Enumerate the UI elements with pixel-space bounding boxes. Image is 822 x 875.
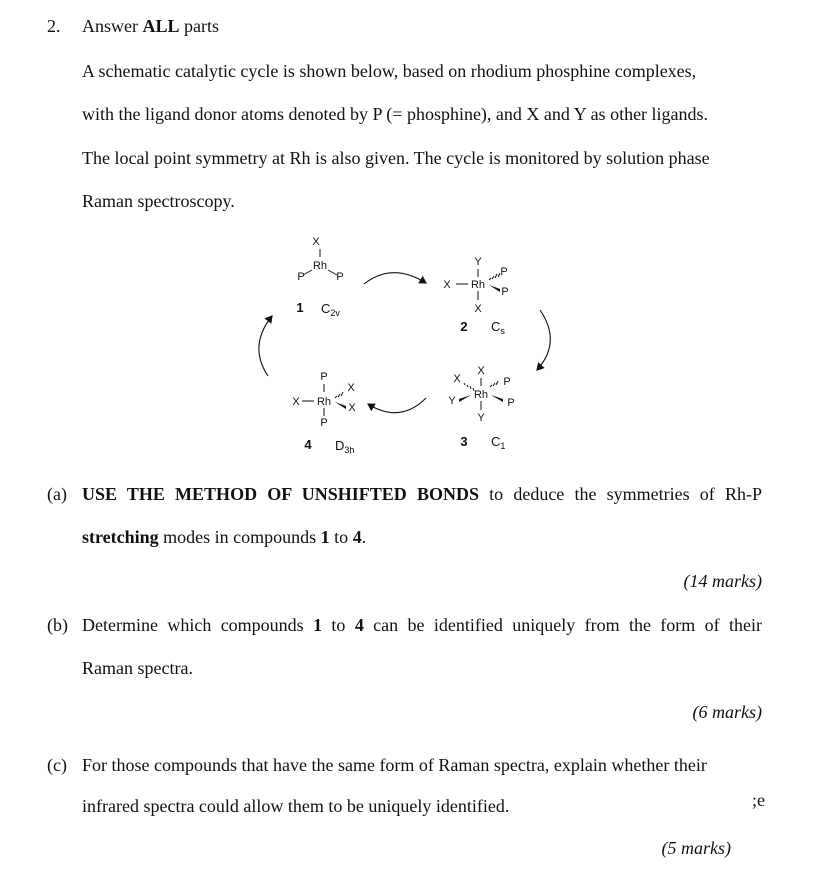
compound-1-structure <box>296 236 343 318</box>
c1-symmetry-sub: 2v <box>330 308 340 318</box>
c4-symmetry-sub: 3h <box>344 445 355 455</box>
margin-fragment: ;e <box>752 790 765 810</box>
c2-wedge-bond <box>489 285 500 292</box>
arrow-1-to-2 <box>364 273 426 284</box>
compound-3-symmetry <box>491 434 505 451</box>
c3-wedge-bond-right <box>491 395 503 402</box>
c4-symmetry-main: D <box>335 438 345 453</box>
c1-atom-p2: P <box>336 271 344 283</box>
part-c-line-2: infrared spectra could allow them to be uniquely identified. <box>82 796 510 816</box>
c3-hashed-bond-left <box>464 383 474 391</box>
c3-atom-x-left: X <box>453 373 461 385</box>
part-b-text-2: to <box>322 615 355 635</box>
c4-hashed-bond <box>335 392 343 398</box>
part-a-bold-2: stretching <box>82 527 159 547</box>
part-a-marks: (14 marks) <box>683 571 762 591</box>
c3-symmetry-main: C <box>491 434 501 449</box>
question-title-suffix: parts <box>179 16 220 36</box>
c3-atom-x-top: X <box>477 365 485 377</box>
c3-wedge-bond-left <box>459 395 471 402</box>
c1-symmetry-main: C <box>321 301 331 316</box>
arrow-3-to-4 <box>368 398 426 413</box>
c4-atom-p-bottom: P <box>320 417 328 429</box>
c1-atom-p1: P <box>297 271 305 283</box>
c3-atom-p-upper: P <box>503 376 511 388</box>
compound-2-number: 2 <box>460 319 468 334</box>
part-b-marks: (6 marks) <box>692 702 762 722</box>
c3-atom-y-bottom: Y <box>477 412 485 424</box>
question-title <box>82 16 219 37</box>
question-title-bold: ALL <box>142 16 180 36</box>
part-a-text-1: to deduce the symmetries of Rh-P <box>478 484 762 504</box>
c2-atom-p-upper: P <box>500 266 508 278</box>
part-b-line-2: Raman spectra. <box>82 658 193 678</box>
c4-atom-x-lower: X <box>348 402 356 414</box>
compound-2-structure <box>443 256 508 336</box>
part-a-text-3: to <box>329 527 353 547</box>
compound-3-number: 3 <box>460 434 468 449</box>
c4-atom-rh: Rh <box>316 396 332 408</box>
part-b-label: (b) <box>47 615 68 635</box>
c2-symmetry-main: C <box>491 319 501 334</box>
c2-atom-rh: Rh <box>470 279 486 291</box>
question-title-prefix: Answer <box>82 16 143 36</box>
part-a-bold-3: 1 <box>320 527 330 547</box>
part-c-label: (c) <box>47 755 67 775</box>
c2-symmetry-sub: s <box>500 326 505 336</box>
c4-atom-p-top: P <box>320 371 328 383</box>
c3-atom-p-lower: P <box>507 397 515 409</box>
c2-hashed-bond <box>489 273 500 280</box>
part-a-text-4: . <box>361 527 367 547</box>
part-c-line-1: For those compounds that have the same form of Raman spectra, explain whether their <box>82 755 707 775</box>
compound-1-number: 1 <box>296 300 304 315</box>
c4-atom-x-upper: X <box>347 382 355 394</box>
part-b-text-1: Determine which compounds <box>82 615 314 635</box>
c4-atom-x-left: X <box>292 396 300 408</box>
c2-atom-x-left: X <box>443 279 451 291</box>
intro-line-2: with the ligand donor atoms denoted by P (= phosphine), and X and Y as other ligands. <box>82 104 709 124</box>
c3-symmetry-sub: 1 <box>500 441 506 451</box>
c1-atom-x: X <box>312 236 320 248</box>
part-b-bold-2: 4 <box>354 615 364 635</box>
c4-wedge-bond <box>335 402 346 409</box>
c3-atom-rh: Rh <box>473 389 489 401</box>
arrow-4-to-1 <box>259 316 272 376</box>
compound-4-number: 4 <box>304 437 312 452</box>
part-c-marks: (5 marks) <box>661 838 731 858</box>
question-number: 2. <box>47 16 61 36</box>
part-a-bold-1: USE THE METHOD OF UNSHIFTED BONDS <box>82 484 479 504</box>
c2-atom-x-bottom: X <box>474 303 482 315</box>
intro-line-3: The local point symmetry at Rh is also given. The cycle is monitored by solution phase <box>82 148 710 168</box>
c3-atom-y-left: Y <box>448 395 456 407</box>
part-a-line-1 <box>82 484 762 505</box>
part-a-bold-4: 4 <box>352 527 362 547</box>
c2-atom-p-lower: P <box>501 286 509 298</box>
intro-line-1: A schematic catalytic cycle is shown below, based on rhodium phosphine complexes, <box>82 61 697 81</box>
intro-line-4: Raman spectroscopy. <box>82 191 235 211</box>
c3-hashed-bond-right <box>490 381 498 387</box>
part-a-label: (a) <box>47 484 67 504</box>
arrow-2-to-3 <box>537 310 550 370</box>
part-a-text-2: modes in compounds <box>158 527 321 547</box>
part-b-bold-1: 1 <box>313 615 323 635</box>
compound-3-structure <box>448 365 514 451</box>
c2-atom-y: Y <box>474 256 482 268</box>
compound-1-symmetry <box>321 301 340 318</box>
part-a-line-2 <box>82 527 366 548</box>
part-b-text-3: can be identified uniquely from the form of their <box>363 615 763 635</box>
compound-4-structure <box>292 371 356 455</box>
compound-4-symmetry <box>335 438 354 455</box>
c1-atom-rh: Rh <box>312 260 328 272</box>
catalytic-cycle-scheme <box>240 228 580 468</box>
part-b-line-1 <box>82 615 762 636</box>
compound-2-symmetry <box>491 319 505 336</box>
